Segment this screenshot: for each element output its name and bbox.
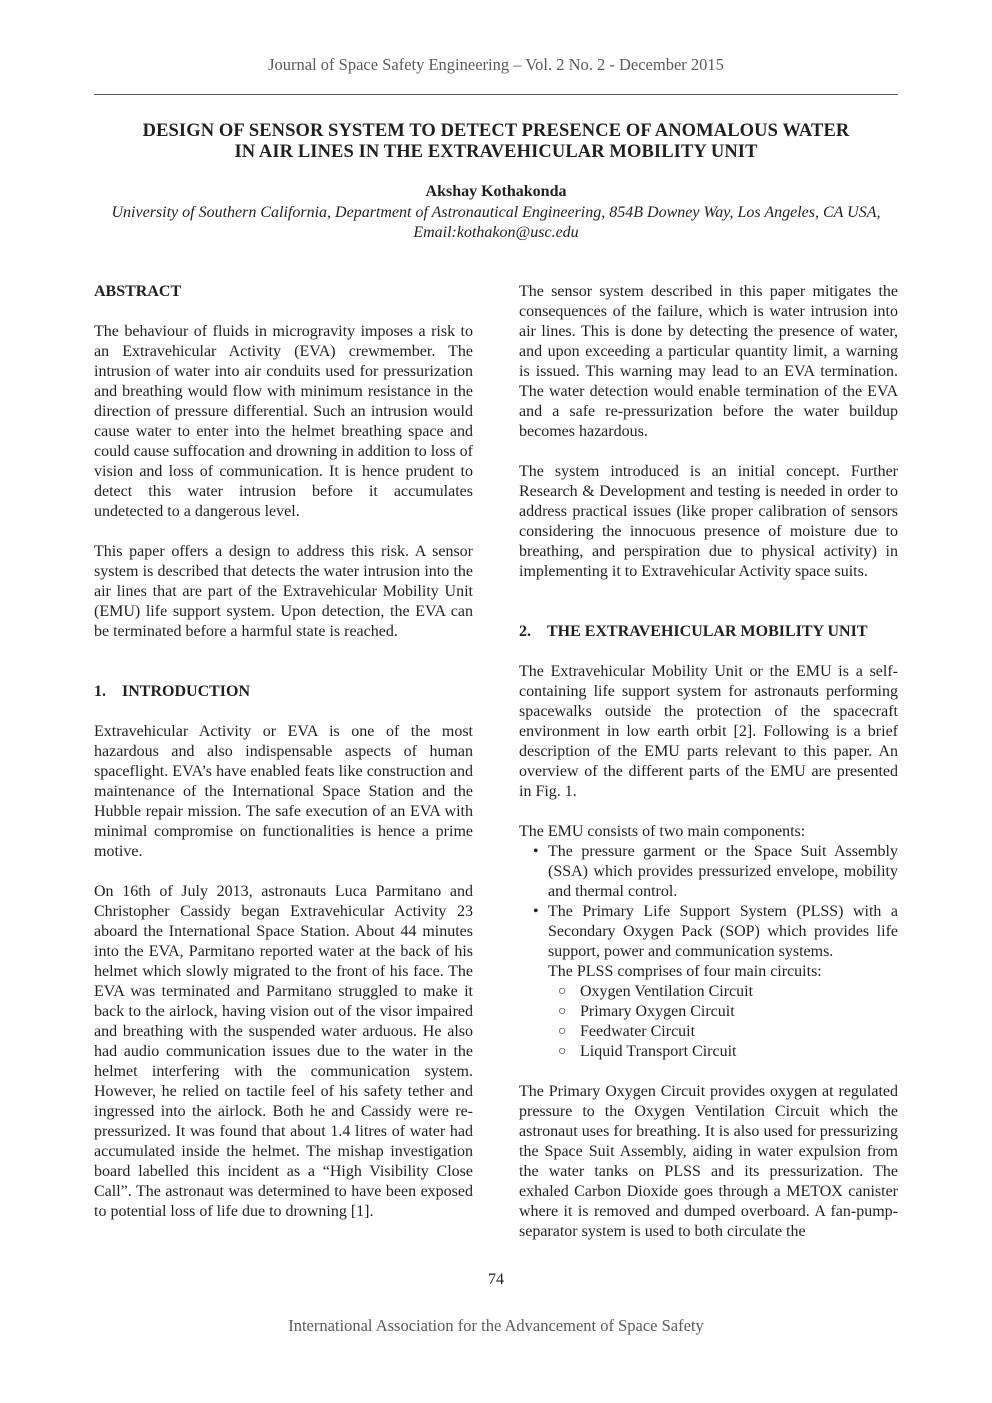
list-item xyxy=(548,1002,898,1022)
intro-paragraph-2: On 16th of July 2013, astronauts Luca Parmitano and Christopher Cassidy began Extravehicular Activity 23 aboard the International Space Station. About 44 minutes into the EVA, Parmitano reported water at the back of his helmet which slowly migrated to the front of his face. The EVA was terminated and Parmitano struggled to make it back to the airlock, having vision out of the visor impaired and breathing with the suspended water arduous. He also had audio communication issues due to the water in the helmet interfering with the communication system. However, he relied on tactile feel of his safety tether and ingressed into the airlock. Both he and Cassidy were re-pressurized. It was found that about 1.4 litres of water had accumulated inside the helmet. The mishap investigation board labelled this incident as a “High Visibility Close Call”. The astronaut was determined to have been exposed to potential loss of life due to drowning [1]. xyxy=(94,883,473,1220)
list-item xyxy=(548,1042,898,1062)
list-item-text: Liquid Transport Circuit xyxy=(580,1043,737,1060)
list-item-text: Primary Oxygen Circuit xyxy=(580,1003,735,1020)
page-footer: International Association for the Advancement of Space Safety xyxy=(288,1316,704,1335)
plss-circuits-list xyxy=(548,982,898,1062)
abstract-paragraph-1: The behaviour of fluids in microgravity imposes a risk to an Extravehicular Activity (EVA) crewmember. The intrusion of water into air conduits used for pressurization and breathing would flow with minimum resistance in the direction of pressure differential. Such an intrusion would cause water to enter into the helmet breathing space and could cause suffocation and drowning in addition to loss of vision and loss of communication. It is hence prudent to detect this water intrusion before it accumulates undetected to a dangerous level. xyxy=(94,323,473,520)
title-line-1: DESIGN OF SENSOR SYSTEM TO DETECT PRESENCE OF ANOMALOUS WATER xyxy=(142,121,850,141)
list-item-text: The pressure garment or the Space Suit Assembly (SSA) which provides pressurized envelope, mobility and thermal control. xyxy=(548,843,898,900)
list-item-text: The Primary Life Support System (PLSS) with a Secondary Oxygen Pack (SOP) which provides life support, power and communication systems. xyxy=(548,903,898,960)
bullet-icon: • xyxy=(533,843,539,860)
circle-bullet-icon: ○ xyxy=(558,1004,567,1019)
paper-title xyxy=(80,121,912,163)
circle-bullet-icon: ○ xyxy=(558,984,567,999)
emu-heading xyxy=(519,622,898,642)
list-item xyxy=(519,842,898,902)
section-number: 2. xyxy=(519,623,531,640)
plss-note: The PLSS comprises of four main circuits: xyxy=(548,963,822,980)
affiliation-line-1: University of Southern California, Department of Astronautical Engineering, 854B Downey Way, Los Angeles, CA USA, xyxy=(111,204,881,221)
running-header: Journal of Space Safety Engineering – Vol. 2 No. 2 - December 2015 xyxy=(268,55,724,74)
body-paragraph-2: The system introduced is an initial concept. Further Research & Development and testing is needed in order to address practical issues (like proper calibration of sensors considering the innocuous presence of moisture due to breathing, and perspiration due to physical activity) in implementing it to Extravehicular Activity space suits. xyxy=(519,463,898,580)
list-item xyxy=(548,982,898,1002)
bullet-icon: • xyxy=(533,903,539,920)
title-line-2: IN AIR LINES IN THE EXTRAVEHICULAR MOBILITY UNIT xyxy=(234,142,758,162)
section-title: THE EXTRAVEHICULAR MOBILITY UNIT xyxy=(547,623,868,640)
affiliation-email: Email:kothakon@usc.edu xyxy=(413,224,579,241)
list-item xyxy=(548,1022,898,1042)
list-item-text: Oxygen Ventilation Circuit xyxy=(580,983,754,1000)
header-rule xyxy=(94,94,898,95)
emu-paragraph-1: The Extravehicular Mobility Unit or the EMU is a self-containing life support system for astronauts performing spacewalks outside the protection of the spacecraft environment in low earth orbit [2]. Following is a brief description of the EMU parts relevant to this paper. An overview of the different parts of the EMU are presented in Fig. 1. xyxy=(519,663,898,800)
section-title: INTRODUCTION xyxy=(122,683,251,700)
right-column xyxy=(519,282,898,1242)
emu-components-list xyxy=(519,842,898,1062)
list-item xyxy=(519,902,898,1062)
author-affiliation xyxy=(80,203,912,243)
circle-bullet-icon: ○ xyxy=(558,1024,567,1039)
body-paragraph-1: The sensor system described in this paper mitigates the consequences of the failure, which is water intrusion into air lines. This is done by detecting the presence of water, and upon exceeding a particular quantity limit, a warning is issued. This warning may lead to an EVA termination. The water detection would enable termination of the EVA and a safe re-pressurization before the water buildup becomes hazardous. xyxy=(519,283,898,440)
page-number: 74 xyxy=(488,1271,504,1288)
left-column xyxy=(94,282,473,1222)
abstract-heading: ABSTRACT xyxy=(94,283,182,300)
list-item-text: Feedwater Circuit xyxy=(580,1023,696,1040)
intro-paragraph-1: Extravehicular Activity or EVA is one of the most hazardous and also indispensable aspects of human spaceflight. EVA’s have enabled feats like construction and maintenance of the International Space Station and the Hubble repair mission. The safe execution of an EVA with minimal compromise on functionalities is hence a prime motive. xyxy=(94,723,473,860)
emu-paragraph-3: The Primary Oxygen Circuit provides oxygen at regulated pressure to the Oxygen Ventilation Circuit which the astronaut uses for breathing. It is also used for pressurizing the Space Suit Assembly, aiding in water expulsion from the water tanks on PLSS and its pressurization. The exhaled Carbon Dioxide goes through a METOX canister where it is removed and dumped overboard. A fan-pump-separator system is used to both circulate the xyxy=(519,1083,898,1240)
emu-paragraph-2: The EMU consists of two main components: xyxy=(519,823,806,840)
author-name: Akshay Kothakonda xyxy=(425,183,567,200)
section-number: 1. xyxy=(94,683,106,700)
introduction-heading xyxy=(94,682,473,702)
abstract-paragraph-2: This paper offers a design to address this risk. A sensor system is described that detects the water intrusion into the air lines that are part of the Extravehicular Mobility Unit (EMU) life support system. Upon detection, the EVA can be terminated before a harmful state is reached. xyxy=(94,543,473,640)
circle-bullet-icon: ○ xyxy=(558,1044,567,1059)
